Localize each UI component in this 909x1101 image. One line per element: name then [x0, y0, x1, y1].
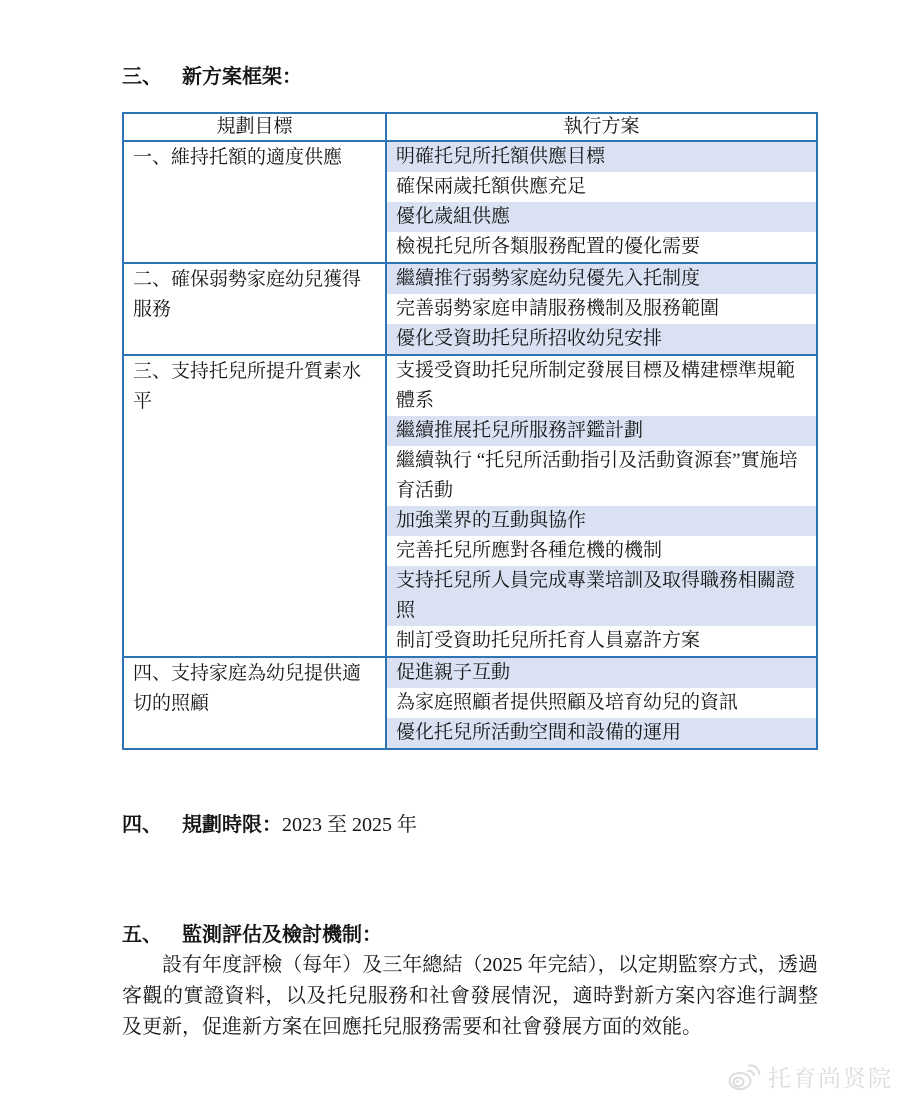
plan-list	[387, 264, 816, 354]
plan-cell: 完善托兒所應對各種危機的機制	[396, 540, 663, 561]
plan-cell: 優化歲組供應	[387, 202, 816, 232]
plan-cell: 優化受資助托兒所招收幼兒安排	[387, 324, 816, 354]
plan-cell: 支持托兒所人員完成專業培訓及取得職務相關證照	[387, 566, 816, 626]
weibo-icon	[727, 1062, 761, 1092]
plan-list	[387, 356, 816, 656]
watermark	[727, 1060, 893, 1093]
section5-heading	[122, 918, 382, 947]
plan-cell: 檢視托兒所各類服務配置的優化需要	[396, 236, 701, 257]
plan-cell: 完善弱勢家庭申請服務機制及服務範圍	[396, 298, 720, 319]
plan-list	[387, 142, 816, 262]
plan-cell: 促進親子互動	[387, 658, 816, 688]
plan-cell: 制訂受資助托兒所托育人員嘉許方案	[396, 630, 701, 651]
section3-title: 新方案框架：	[182, 66, 302, 88]
watermark-text: 托育尚贤院	[768, 1065, 893, 1091]
plan-cell: 明確托兒所托額供應目標	[387, 142, 816, 172]
goal-cell: 一、維持托額的適度供應	[124, 142, 387, 262]
plan-cell: 繼續推展托兒所服務評鑑計劃	[387, 416, 816, 446]
plan-cell: 繼續推行弱勢家庭幼兒優先入托制度	[387, 264, 816, 294]
section4-value: 2023 至 2025 年	[282, 814, 417, 836]
plan-list	[387, 658, 816, 748]
column-header-plan: 執行方案	[563, 116, 640, 137]
section4-label: 規劃時限：	[182, 814, 282, 836]
monitoring-paragraph: 設有年度評檢（每年）及三年總結（2025 年完結），以定期監察方式，透過客觀的實證資料，以及托兒服務和社會發展情況，適時對新方案內容進行調整及更新，促進新方案在回應托兒服務需要和社會發展方面的效能。	[122, 954, 818, 1038]
table-row	[124, 656, 816, 748]
section4-heading	[122, 808, 417, 837]
plan-cell: 支援受資助托兒所制定發展目標及構建標準規範體系	[396, 360, 796, 411]
table-row	[124, 262, 816, 354]
goal-cell: 四、支持家庭為幼兒提供適切的照顧	[124, 658, 387, 748]
goal-cell: 三、支持托兒所提升質素水平	[124, 356, 387, 656]
plan-cell: 加強業界的互動與協作	[387, 506, 816, 536]
section5-number: 五、	[122, 924, 162, 946]
section5-label: 監測評估及檢討機制：	[182, 924, 382, 946]
table-header-row	[124, 114, 816, 142]
plan-cell: 確保兩歲托額供應充足	[396, 176, 587, 197]
section4-number: 四、	[122, 814, 162, 836]
table-row	[124, 354, 816, 656]
section3-heading	[122, 60, 302, 89]
goal-cell: 二、確保弱勢家庭幼兒獲得服務	[124, 264, 387, 354]
column-header-goal: 規劃目標	[124, 114, 387, 140]
table-body	[124, 142, 816, 748]
plan-cell: 優化托兒所活動空間和設備的運用	[387, 718, 816, 748]
plan-table	[122, 112, 818, 750]
plan-cell: 繼續執行 “托兒所活動指引及活動資源套”實施培育活動	[396, 450, 798, 501]
plan-cell: 為家庭照顧者提供照顧及培育幼兒的資訊	[396, 692, 739, 713]
table-row	[124, 142, 816, 262]
section3-number: 三、	[122, 66, 162, 88]
